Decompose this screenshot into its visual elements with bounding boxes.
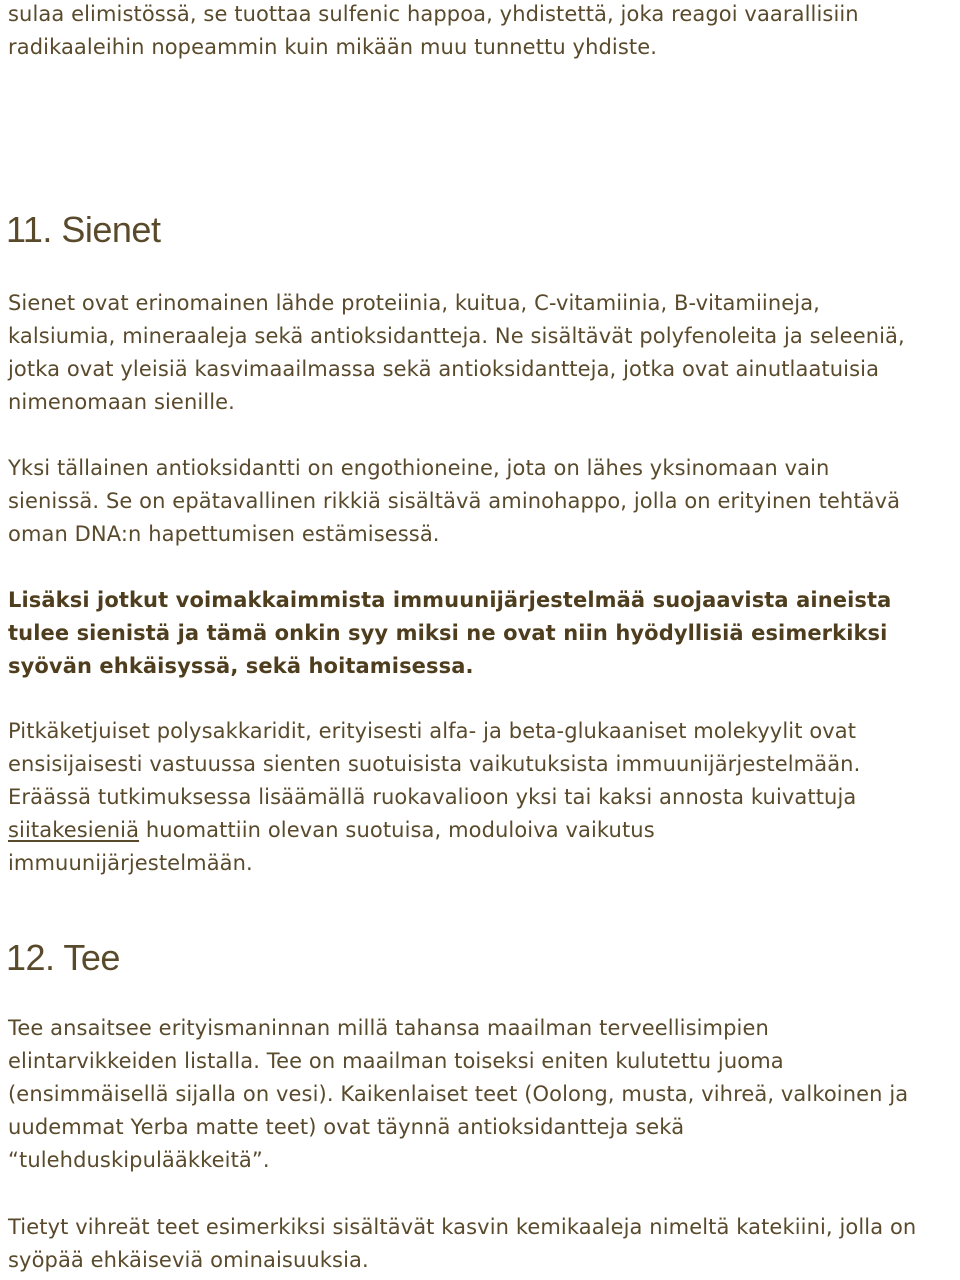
- paragraph-line: Tee ansaitsee erityismaninnan millä tahansa maailman terveellisimpien: [8, 1016, 769, 1040]
- sienet-paragraph-2: [8, 452, 956, 551]
- bold-line: Lisäksi jotkut voimakkaimmista immuunijärjestelmää suojaavista aineista: [8, 588, 892, 612]
- intro-line: sulaa elimistössä, se tuottaa sulfenic happoa, yhdistettä, joka reagoi vaarallisiin: [8, 2, 859, 26]
- paragraph-line: oman DNA:n hapettumisen estämisessä.: [8, 522, 440, 546]
- paragraph-line: jotka ovat yleisiä kasvimaailmassa sekä antioksidantteja, jotka ovat ainutlaatuisia: [8, 357, 880, 381]
- paragraph-line: Yksi tällainen antioksidantti on engothioneine, jota on lähes yksinomaan vain: [8, 456, 830, 480]
- paragraph-line: [8, 814, 956, 847]
- sienet-bold-paragraph: [8, 584, 956, 683]
- paragraph-line: (ensimmäisellä sijalla on vesi). Kaikenlaiset teet (Oolong, musta, vihreä, valkoinen ja: [8, 1082, 909, 1106]
- paragraph-line: Tietyt vihreät teet esimerkiksi sisältävät kasvin kemikaaleja nimeltä katekiini, jolla on: [8, 1215, 917, 1239]
- tee-paragraph-1: [8, 1012, 956, 1177]
- section-heading-sienet: 11. Sienet: [6, 209, 161, 250]
- paragraph-line: Sienet ovat erinomainen lähde proteiinia, kuitua, C-vitamiinia, B-vitamiineja,: [8, 291, 820, 315]
- paragraph-line-rest: huomattiin olevan suotuisa, moduloiva vaikutus: [139, 818, 655, 842]
- paragraph-line: ensisijaisesti vastuussa sienten suotuisista vaikutuksista immuunijärjestelmään.: [8, 752, 861, 776]
- sienet-paragraph-1: [8, 287, 956, 419]
- siitakesienia-link[interactable]: siitakesieniä: [8, 818, 140, 842]
- paragraph-line: elintarvikkeiden listalla. Tee on maailman toiseksi eniten kulutettu juoma: [8, 1049, 784, 1073]
- bold-line: tulee sienistä ja tämä onkin syy miksi ne ovat niin hyödyllisiä esimerkiksi: [8, 621, 888, 645]
- paragraph-line: nimenomaan sienille.: [8, 390, 235, 414]
- paragraph-line: immuunijärjestelmään.: [8, 851, 253, 875]
- paragraph-line: “tulehduskipulääkkeitä”.: [8, 1148, 270, 1172]
- paragraph-line: sienissä. Se on epätavallinen rikkiä sisältävä aminohappo, jolla on erityinen tehtävä: [8, 489, 901, 513]
- intro-line: radikaaleihin nopeammin kuin mikään muu tunnettu yhdiste.: [8, 35, 658, 59]
- paragraph-line: Pitkäketjuiset polysakkaridit, erityisesti alfa- ja beta-glukaaniset molekyylit ovat: [8, 719, 857, 743]
- sienet-paragraph-4: [8, 715, 956, 880]
- paragraph-line: uudemmat Yerba matte teet) ovat täynnä antioksidantteja sekä: [8, 1115, 685, 1139]
- paragraph-line: kalsiumia, mineraaleja sekä antioksidantteja. Ne sisältävät polyfenoleita ja seleeniä,: [8, 324, 905, 348]
- paragraph-line: syöpää ehkäiseviä ominaisuuksia.: [8, 1248, 369, 1272]
- intro-paragraph: [8, 0, 956, 64]
- tee-paragraph-2: [8, 1211, 956, 1277]
- section-heading-tee: 12. Tee: [6, 937, 120, 978]
- bold-line: syövän ehkäisyssä, sekä hoitamisessa.: [8, 654, 474, 678]
- paragraph-line: Eräässä tutkimuksessa lisäämällä ruokavalioon yksi tai kaksi annosta kuivattuja: [8, 785, 857, 809]
